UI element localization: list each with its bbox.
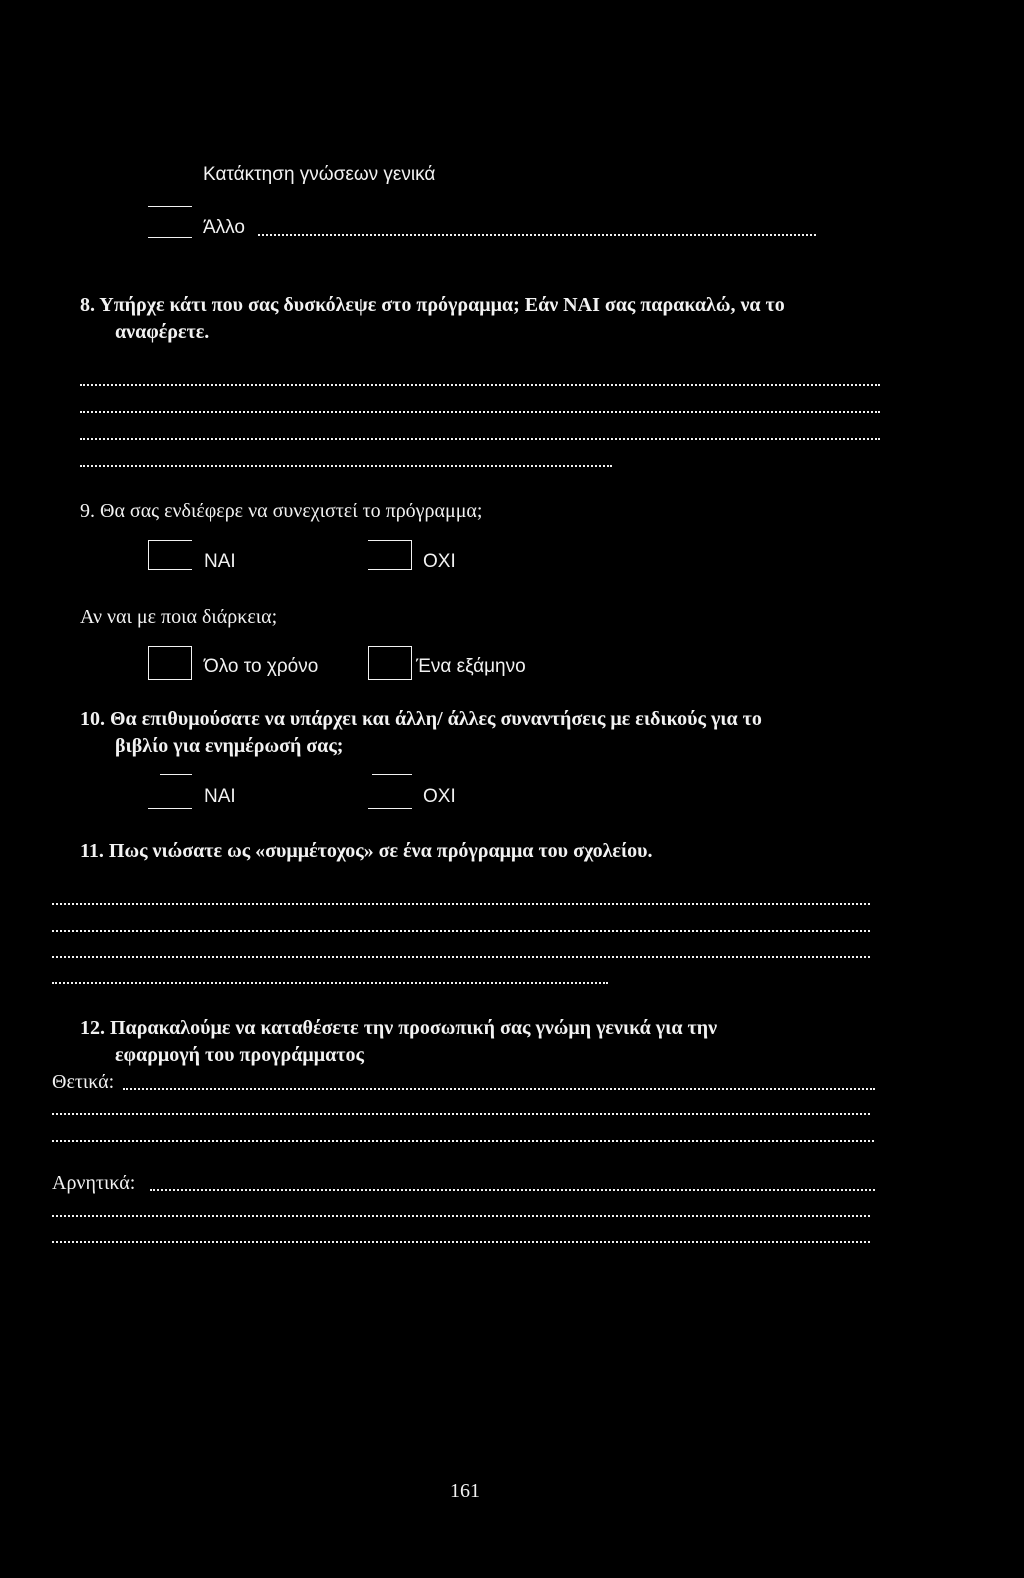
- option-knowledge-blank[interactable]: [148, 206, 192, 207]
- no-10-blank[interactable]: [368, 808, 412, 809]
- positive-line-2[interactable]: [52, 1113, 870, 1115]
- option-knowledge-label: Κατάκτηση γνώσεων γενικά: [203, 164, 436, 185]
- answer-line-11-4[interactable]: [52, 982, 608, 984]
- question-12-text: 12. Παρακαλούμε να καταθέσετε την προσωπική σας γνώμη γενικά για την: [80, 1017, 718, 1039]
- question-10-text-cont: βιβλίο για ενημέρωσή σας;: [115, 735, 344, 757]
- question-8-text: 8. Υπήρχε κάτι που σας δυσκόλεψε στο πρόγραμμα; Εάν ΝΑΙ σας παρακαλώ, να το: [80, 294, 785, 316]
- answer-line-11-2[interactable]: [52, 930, 870, 932]
- positive-line-3[interactable]: [52, 1140, 874, 1142]
- question-11-text: 11. Πως νιώσατε ως «συμμέτοχος» σε ένα πρόγραμμα του σχολείου.: [80, 840, 653, 862]
- yes-9-checkbox[interactable]: [148, 540, 192, 570]
- yes-10-blank[interactable]: [148, 808, 192, 809]
- question-9-text: 9. Θα σας ενδιέφερε να συνεχιστεί το πρόγραμμα;: [80, 500, 483, 522]
- page-number: 161: [450, 1480, 480, 1502]
- option-other-dotted-line[interactable]: [258, 234, 816, 236]
- whole-year-checkbox[interactable]: [148, 646, 192, 680]
- yes-10-blank-top: [160, 774, 192, 775]
- negative-line-1[interactable]: [150, 1189, 875, 1191]
- duration-question: Αν ναι με ποια διάρκεια;: [80, 606, 278, 628]
- positive-label: Θετικά:: [52, 1071, 115, 1093]
- six-months-checkbox[interactable]: [368, 646, 412, 680]
- no-9-checkbox[interactable]: [368, 540, 412, 570]
- answer-line-8-1[interactable]: [80, 384, 880, 386]
- no-10-label: ΟΧΙ: [423, 786, 456, 807]
- negative-line-2[interactable]: [52, 1215, 870, 1217]
- option-other-label: Άλλο: [203, 217, 245, 238]
- question-10-text: 10. Θα επιθυμούσατε να υπάρχει και άλλη/ άλλες συναντήσεις με ειδικούς για το: [80, 708, 762, 730]
- option-other-blank[interactable]: [148, 237, 192, 238]
- answer-line-8-4[interactable]: [80, 465, 612, 467]
- question-8-text-cont: αναφέρετε.: [115, 321, 210, 343]
- yes-9-label: ΝΑΙ: [204, 551, 236, 572]
- six-months-label: Ένα εξάμηνο: [416, 656, 526, 677]
- answer-line-8-2[interactable]: [80, 411, 880, 413]
- question-12-text-cont: εφαρμογή του προγράμματος: [115, 1044, 364, 1066]
- no-10-blank-top: [372, 774, 412, 775]
- answer-line-8-3[interactable]: [80, 438, 880, 440]
- answer-line-11-1[interactable]: [52, 903, 870, 905]
- no-9-label: ΟΧΙ: [423, 551, 456, 572]
- answer-line-11-3[interactable]: [52, 956, 870, 958]
- positive-line-1[interactable]: [123, 1088, 875, 1090]
- yes-10-label: ΝΑΙ: [204, 786, 236, 807]
- whole-year-label: Όλο το χρόνο: [204, 656, 319, 677]
- negative-label: Αρνητικά:: [52, 1172, 136, 1194]
- negative-line-3[interactable]: [52, 1241, 870, 1243]
